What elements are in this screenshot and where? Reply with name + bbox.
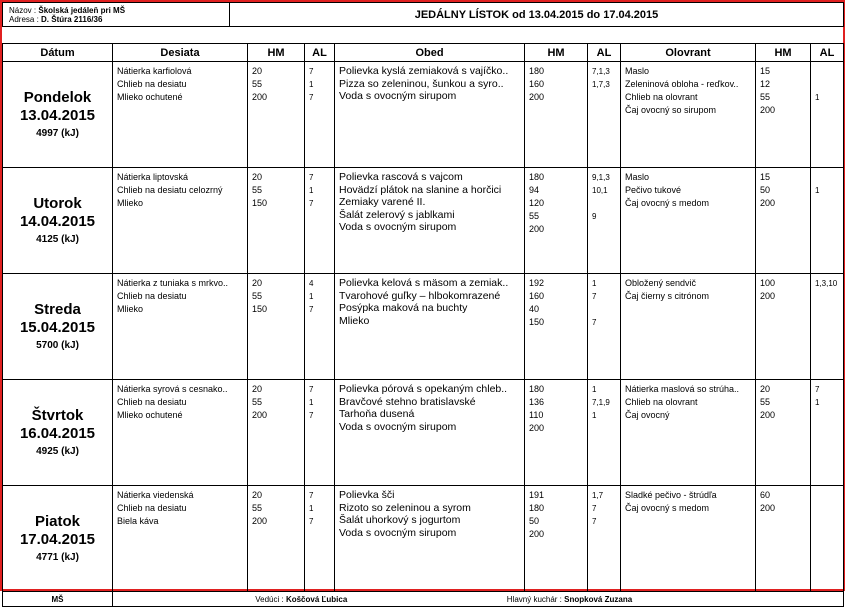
menu-line: 7 <box>592 504 597 513</box>
col-afternoon-hm: HM <box>756 44 811 62</box>
afternoon-hm-cell <box>756 168 811 274</box>
manager-name: Koščová Ľubica <box>285 594 348 604</box>
day-name: Pondelok <box>23 88 92 106</box>
menu-line: 12 <box>760 79 771 89</box>
menu-line: Polievka šči <box>339 489 395 501</box>
snack-hm-cell <box>248 168 305 274</box>
menu-line: 1 <box>815 398 820 407</box>
menu-table <box>2 43 844 607</box>
menu-line: 4 <box>309 279 314 288</box>
day-date: 14.04.2015 <box>19 212 96 230</box>
menu-line: Maslo <box>625 66 650 76</box>
menu-line: 1 <box>592 411 597 420</box>
menu-line <box>815 171 843 184</box>
snack-cell <box>113 380 248 486</box>
footer-row <box>3 592 844 607</box>
menu-line: 1 <box>592 279 597 288</box>
lunch-hm-cell <box>525 380 588 486</box>
snack-hm-cell <box>248 274 305 380</box>
address-label: Adresa : <box>9 14 39 24</box>
menu-line: 120 <box>529 198 545 208</box>
menu-line: Nátierka viedenská <box>117 490 194 500</box>
name-value: Školská jedáleň pri MŠ <box>38 5 126 15</box>
menu-line: 7 <box>309 67 314 76</box>
day-row <box>3 168 844 274</box>
afternoon-cell <box>621 380 756 486</box>
afternoon-hm-cell <box>756 274 811 380</box>
menu-line: Polievka rascová s vajcom <box>339 171 463 183</box>
menu-line: Mlieko <box>117 198 144 208</box>
menu-line: 55 <box>760 92 771 102</box>
menu-line: 9,1,3 <box>592 173 610 182</box>
menu-line: Chlieb na desiatu <box>117 397 187 407</box>
menu-line: Chlieb na desiatu <box>117 291 187 301</box>
lunch-cell <box>335 168 525 274</box>
menu-line: 40 <box>529 304 540 314</box>
lunch-al-cell <box>588 168 621 274</box>
col-lunch: Obed <box>335 44 525 62</box>
menu-line: 55 <box>529 211 540 221</box>
menu-line: 200 <box>760 503 776 513</box>
menu-line: 180 <box>529 172 545 182</box>
col-snack-al: AL <box>305 44 335 62</box>
menu-line: Nátierka maslová so strúha.. <box>625 384 740 394</box>
menu-line <box>815 78 843 91</box>
col-lunch-hm: HM <box>525 44 588 62</box>
menu-line: 200 <box>760 291 776 301</box>
lunch-hm-cell <box>525 168 588 274</box>
menu-line: 20 <box>760 384 771 394</box>
menu-line: Šalát uhorkový s jogurtom <box>339 514 461 526</box>
menu-line: 160 <box>529 79 545 89</box>
menu-line: Chlieb na olovrant <box>625 397 698 407</box>
afternoon-al-cell <box>811 168 844 274</box>
menu-line: Čaj ovocný so sirupom <box>625 105 717 115</box>
menu-line: 55 <box>252 503 263 513</box>
day-date: 17.04.2015 <box>19 530 96 548</box>
afternoon-cell <box>621 274 756 380</box>
menu-line: 200 <box>252 92 268 102</box>
col-lunch-al: AL <box>588 44 621 62</box>
afternoon-cell <box>621 168 756 274</box>
menu-line: 191 <box>529 490 545 500</box>
col-snack-hm: HM <box>248 44 305 62</box>
menu-line: Čaj ovocný s medom <box>625 503 710 513</box>
menu-line: 7 <box>309 491 314 500</box>
menu-line: 20 <box>252 66 263 76</box>
menu-line: 1,7,3 <box>592 80 610 89</box>
snack-hm-cell <box>248 486 305 592</box>
menu-line: 7 <box>309 411 314 420</box>
menu-line: 1 <box>815 186 820 195</box>
menu-line: Nátierka z tuniaka s mrkvo.. <box>117 278 229 288</box>
afternoon-al-cell <box>811 62 844 168</box>
menu-line <box>592 422 620 435</box>
day-energy: 4925 (kJ) <box>36 445 79 457</box>
day-energy: 4997 (kJ) <box>36 127 79 139</box>
menu-line: Rizoto so zeleninou a syrom <box>339 501 471 514</box>
menu-line: Voda s ovocným sirupom <box>339 420 457 433</box>
col-afternoon: Olovrant <box>621 44 756 62</box>
menu-line: 150 <box>252 198 268 208</box>
menu-line: 180 <box>529 384 545 394</box>
menu-line: Mlieko <box>117 304 144 314</box>
day-name: Piatok <box>34 512 80 530</box>
menu-line: 200 <box>529 423 545 433</box>
snack-hm-cell <box>248 62 305 168</box>
day-date: 13.04.2015 <box>19 106 96 124</box>
menu-line: Pizza so zeleninou, šunkou a syro.. <box>339 77 504 90</box>
menu-line: 7 <box>592 318 597 327</box>
menu-line: 200 <box>760 198 776 208</box>
snack-al-cell <box>305 168 335 274</box>
menu-line: Biela káva <box>117 516 159 526</box>
menu-line: 150 <box>529 317 545 327</box>
lunch-al-cell <box>588 486 621 592</box>
menu-line: Chlieb na desiatu <box>117 79 187 89</box>
menu-line: 7 <box>592 517 597 526</box>
menu-line <box>815 65 843 78</box>
menu-line: 1 <box>309 186 314 195</box>
menu-line <box>815 409 843 422</box>
lunch-hm-cell <box>525 62 588 168</box>
menu-line: 10,1 <box>592 186 608 195</box>
menu-line <box>592 91 620 104</box>
menu-line <box>815 104 843 117</box>
day-name: Utorok <box>33 194 82 212</box>
menu-line: Maslo <box>625 172 650 182</box>
menu-line <box>815 489 843 502</box>
chef-label: Hlavný kuchár : <box>506 594 562 604</box>
day-row <box>3 486 844 592</box>
lunch-al-cell <box>588 380 621 486</box>
menu-line: 200 <box>252 516 268 526</box>
menu-line: 1,7 <box>592 491 604 500</box>
menu-line: Hovädzí plátok na slanine a horčici <box>339 183 502 196</box>
menu-line: Nátierka karfiolová <box>117 66 192 76</box>
afternoon-al-cell <box>811 380 844 486</box>
lunch-al-cell <box>588 62 621 168</box>
menu-line: 15 <box>760 172 771 182</box>
menu-line: Voda s ovocným sirupom <box>339 526 457 539</box>
menu-line: Tarhoňa dusená <box>339 408 415 420</box>
day-date: 16.04.2015 <box>19 424 96 442</box>
col-date: Dátum <box>3 44 113 62</box>
menu-line: 7 <box>309 93 314 102</box>
menu-line: Zeleninová obloha - reďkov.. <box>625 79 739 89</box>
menu-line: 192 <box>529 278 545 288</box>
menu-line: Chlieb na desiatu celozrný <box>117 185 223 195</box>
lunch-cell <box>335 486 525 592</box>
menu-line: 94 <box>529 185 540 195</box>
lunch-cell <box>335 274 525 380</box>
menu-line: 100 <box>760 278 776 288</box>
menu-line: Polievka kelová s mäsom a zemiak.. <box>339 277 509 289</box>
day-row <box>3 274 844 380</box>
menu-line: 200 <box>760 410 776 420</box>
menu-line: 55 <box>252 79 263 89</box>
day-energy: 4125 (kJ) <box>36 233 79 245</box>
menu-line: Chlieb na desiatu <box>117 503 187 513</box>
menu-line: 7 <box>309 305 314 314</box>
day-cell <box>3 486 113 592</box>
menu-line: 55 <box>760 397 771 407</box>
manager-label: Vedúci : <box>255 594 284 604</box>
menu-line: 1 <box>309 398 314 407</box>
menu-line: 7 <box>309 199 314 208</box>
menu-line: 180 <box>529 503 545 513</box>
day-date: 15.04.2015 <box>19 318 96 336</box>
menu-line <box>815 502 843 515</box>
menu-line <box>592 528 620 541</box>
afternoon-hm-cell <box>756 380 811 486</box>
menu-line: Polievka pórová s opekaným chleb.. <box>339 383 508 395</box>
snack-cell <box>113 62 248 168</box>
menu-line: 150 <box>252 304 268 314</box>
chef-name: Snopková Zuzana <box>564 594 633 604</box>
afternoon-cell <box>621 486 756 592</box>
menu-line <box>592 303 620 316</box>
col-snack: Desiata <box>113 44 248 62</box>
menu-line: 200 <box>252 410 268 420</box>
afternoon-hm-cell <box>756 62 811 168</box>
menu-line: Zemiaky varené II. <box>339 196 426 208</box>
menu-line: Mlieko ochutené <box>117 410 183 420</box>
day-name: Streda <box>34 300 81 318</box>
menu-line: Pečivo tukové <box>625 185 682 195</box>
menu-line: Voda s ovocným sirupom <box>339 221 457 233</box>
snack-hm-cell <box>248 380 305 486</box>
menu-line: 200 <box>529 224 545 234</box>
menu-line: Čaj čierny s citrónom <box>625 291 710 301</box>
menu-line: 20 <box>252 278 263 288</box>
snack-cell <box>113 486 248 592</box>
document-header <box>2 2 844 27</box>
menu-line: 7 <box>309 173 314 182</box>
menu-line: 20 <box>252 172 263 182</box>
menu-line: Nátierka syrová s cesnako.. <box>117 384 228 394</box>
menu-line: Tvarohové guľky – hlbokomrazené <box>339 289 501 302</box>
snack-al-cell <box>305 274 335 380</box>
menu-line: 50 <box>760 185 771 195</box>
menu-line: 7 <box>309 385 314 394</box>
menu-line: 9 <box>592 212 597 221</box>
menu-line: 180 <box>529 66 545 76</box>
menu-line: 15 <box>760 66 771 76</box>
day-row <box>3 380 844 486</box>
menu-line: 7 <box>815 385 820 394</box>
menu-line: 1 <box>309 292 314 301</box>
lunch-al-cell <box>588 274 621 380</box>
col-afternoon-al: AL <box>811 44 844 62</box>
menu-line: 7,1,3 <box>592 67 610 76</box>
menu-line: 200 <box>529 529 545 539</box>
snack-cell <box>113 274 248 380</box>
menu-line: Posýpka maková na buchty <box>339 302 468 314</box>
lunch-cell <box>335 380 525 486</box>
menu-line: Mlieko <box>339 314 370 327</box>
menu-line: Šalát zelerový s jablkami <box>339 208 455 221</box>
menu-line: 55 <box>252 185 263 195</box>
footer-signatures <box>113 592 844 607</box>
menu-line: Obložený sendvič <box>625 278 697 288</box>
afternoon-cell <box>621 62 756 168</box>
document-title: JEDÁLNY LÍSTOK od 13.04.2015 do 17.04.2015 <box>230 3 844 27</box>
address-value: D. Štúra 2116/36 <box>41 14 103 24</box>
name-label: Názov : <box>9 5 37 15</box>
day-cell <box>3 274 113 380</box>
institution-info <box>3 3 230 27</box>
lunch-cell <box>335 62 525 168</box>
menu-line: 60 <box>760 490 771 500</box>
menu-line: 136 <box>529 397 545 407</box>
lunch-hm-cell <box>525 486 588 592</box>
menu-line: Čaj ovocný <box>625 410 670 420</box>
menu-line: 1 <box>592 385 597 394</box>
menu-line: 110 <box>529 410 544 420</box>
afternoon-hm-cell <box>756 486 811 592</box>
menu-line: 55 <box>252 397 263 407</box>
day-row <box>3 62 844 168</box>
snack-al-cell <box>305 62 335 168</box>
afternoon-al-cell <box>811 486 844 592</box>
menu-line: Voda s ovocným sirupom <box>339 90 457 102</box>
day-energy: 5700 (kJ) <box>36 339 79 351</box>
menu-line <box>815 197 843 210</box>
snack-cell <box>113 168 248 274</box>
menu-line: 7 <box>592 292 597 301</box>
afternoon-al-cell <box>811 274 844 380</box>
menu-line: 1 <box>309 80 314 89</box>
day-cell <box>3 380 113 486</box>
day-name: Štvrtok <box>31 406 84 424</box>
menu-line: 7 <box>309 517 314 526</box>
day-energy: 4771 (kJ) <box>36 551 79 563</box>
menu-line: Polievka kyslá zemiaková s vajíčko.. <box>339 65 509 77</box>
snack-al-cell <box>305 380 335 486</box>
menu-line: Nátierka liptovská <box>117 172 189 182</box>
menu-line: 1 <box>309 504 314 513</box>
menu-line: 200 <box>760 105 776 115</box>
menu-line <box>815 290 843 303</box>
menu-line: Čaj ovocný s medom <box>625 198 710 208</box>
menu-line: 20 <box>252 490 263 500</box>
menu-line: Sladké pečivo - štrúdľa <box>625 490 717 500</box>
menu-line: 50 <box>529 516 540 526</box>
day-cell <box>3 62 113 168</box>
day-cell <box>3 168 113 274</box>
snack-al-cell <box>305 486 335 592</box>
menu-line <box>592 197 620 210</box>
menu-line: 55 <box>252 291 263 301</box>
footer-unit: MŠ <box>3 592 113 607</box>
menu-line <box>592 223 620 236</box>
menu-line: Mlieko ochutené <box>117 92 183 102</box>
lunch-hm-cell <box>525 274 588 380</box>
menu-line: Bravčové stehno bratislavské <box>339 395 476 408</box>
menu-line: 1,3,10 <box>815 279 838 288</box>
column-headers <box>3 44 844 62</box>
menu-line: 200 <box>529 92 545 102</box>
menu-line: 1 <box>815 93 820 102</box>
menu-line: 160 <box>529 291 545 301</box>
menu-line: 20 <box>252 384 263 394</box>
menu-line: Chlieb na olovrant <box>625 92 698 102</box>
menu-line: 7,1,9 <box>592 398 610 407</box>
